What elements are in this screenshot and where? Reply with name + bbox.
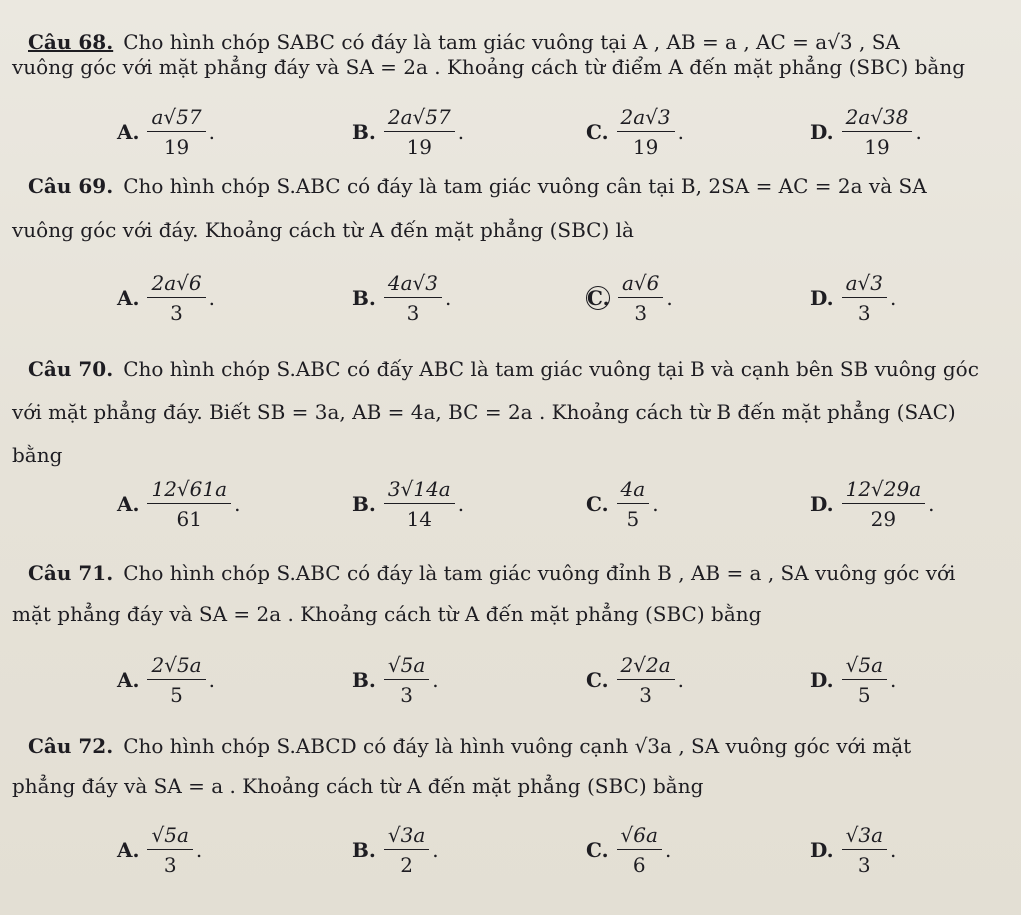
question-text: với mặt phẳng đáy. Biết SB = 3a, AB = 4a, BC = 2a . Khoảng cách từ B đến mặt phẳng (SAC) xyxy=(12,400,956,424)
question-71-line-2 xyxy=(12,602,761,626)
option-denominator: 29 xyxy=(870,507,897,531)
option-denominator: 2 xyxy=(400,853,413,877)
option-numerator: 4a xyxy=(617,477,650,504)
question-68-line-2 xyxy=(12,55,965,79)
option-numerator: a√57 xyxy=(147,105,205,132)
question-text: bằng xyxy=(12,443,63,467)
option-label: C. xyxy=(586,492,609,516)
option-numerator: a√3 xyxy=(842,271,887,298)
question-text: Cho hình chóp S.ABC có đấy ABC là tam giác vuông tại B và cạnh bên SB vuông góc xyxy=(123,357,979,381)
option-denominator: 5 xyxy=(626,507,640,531)
option-d[interactable]: D. $\frac{a√3}{3}$ . xyxy=(810,271,897,325)
question-72-options xyxy=(0,820,1021,880)
option-c[interactable]: C. $\frac{4a}{5}$ . xyxy=(586,477,659,531)
question-number: Câu 69. xyxy=(28,174,114,198)
option-denominator: 3 xyxy=(400,683,413,707)
option-b[interactable]: B. $\frac{3√14a}{14}$ . xyxy=(352,477,465,531)
option-numerator: a√6 xyxy=(618,271,663,298)
option-denominator: 3 xyxy=(170,301,183,325)
option-a[interactable]: A. $\frac{12√61a}{61}$ . xyxy=(117,477,241,531)
option-label: C. xyxy=(586,838,609,862)
option-label: D. xyxy=(810,120,834,144)
option-label: D. xyxy=(810,286,834,310)
option-denominator: 19 xyxy=(632,135,659,159)
option-b[interactable]: B. $\frac{4a√3}{3}$ . xyxy=(352,271,452,325)
option-numerator: 2√2a xyxy=(617,653,675,680)
option-denominator: 19 xyxy=(864,135,890,159)
question-70-line-1 xyxy=(28,357,979,381)
question-71-line-1 xyxy=(28,561,955,585)
option-b[interactable]: B. $\frac{√3a}{2}$ . xyxy=(352,823,439,877)
option-numerator: 2a√3 xyxy=(617,105,675,132)
option-d[interactable]: D. $\frac{2a√38}{19}$ . xyxy=(810,105,922,159)
option-label: C. xyxy=(586,120,609,144)
question-text: Cho hình chóp SABC có đáy là tam giác vuông tại A , AB = a , AC = a√3 , SA xyxy=(123,30,900,54)
option-c-selected[interactable]: C. $\frac{a√6}{3}$ . xyxy=(587,271,673,325)
option-b[interactable]: B. $\frac{2a√57}{19}$ . xyxy=(352,105,465,159)
option-denominator: 6 xyxy=(632,853,646,877)
option-denominator: 61 xyxy=(176,507,202,531)
option-label: B. xyxy=(352,286,376,310)
question-text: mặt phẳng đáy và SA = 2a . Khoảng cách từ A đến mặt phẳng (SBC) bằng xyxy=(12,602,762,626)
option-a[interactable]: A. $\frac{√5a}{3}$ . xyxy=(117,823,203,877)
option-b[interactable]: B. $\frac{√5a}{3}$ . xyxy=(352,653,439,707)
option-denominator: 5 xyxy=(857,683,871,707)
option-d[interactable]: D. $\frac{√3a}{3}$ . xyxy=(810,823,897,877)
question-69-line-2 xyxy=(12,218,634,242)
option-numerator: 12√61a xyxy=(147,477,231,504)
option-denominator: 3 xyxy=(634,301,648,325)
option-label: B. xyxy=(352,668,376,692)
option-label: B. xyxy=(352,838,376,862)
option-denominator: 3 xyxy=(406,301,420,325)
question-72-line-2 xyxy=(12,774,703,798)
option-label: D. xyxy=(810,492,834,516)
option-denominator: 3 xyxy=(163,853,177,877)
question-70-line-3 xyxy=(12,443,62,467)
question-69-line-1 xyxy=(28,174,927,198)
option-denominator: 14 xyxy=(406,507,433,531)
option-numerator: 2a√6 xyxy=(147,271,205,298)
question-text: vuông góc với đáy. Khoảng cách từ A đến mặt phẳng (SBC) là xyxy=(12,218,634,242)
option-a[interactable]: A. $\frac{2a√6}{3}$ . xyxy=(117,271,215,325)
option-denominator: 3 xyxy=(857,853,871,877)
option-label: D. xyxy=(810,668,834,692)
option-c[interactable]: C. $\frac{2√2a}{3}$ . xyxy=(586,653,685,707)
option-denominator: 3 xyxy=(639,683,652,707)
question-68-options xyxy=(0,102,1021,162)
option-numerator: 4a√3 xyxy=(384,271,442,298)
question-number: Câu 71. xyxy=(28,561,114,585)
question-text: Cho hình chóp S.ABC có đáy là tam giác vuông đỉnh B , AB = a , SA vuông góc với xyxy=(123,561,956,585)
option-numerator: √6a xyxy=(617,823,662,850)
option-numerator: 2√5a xyxy=(147,653,205,680)
question-text: Cho hình chóp S.ABCD có đáy là hình vuông cạnh √3a , SA vuông góc với mặt xyxy=(123,734,912,758)
option-label: A. xyxy=(117,286,140,310)
option-d[interactable]: D. $\frac{12√29a}{29}$ . xyxy=(810,477,935,531)
option-numerator: √3a xyxy=(842,823,887,850)
question-number: Câu 68. xyxy=(28,30,114,54)
question-71-options xyxy=(0,650,1021,710)
option-a[interactable]: A. $\frac{2√5a}{5}$ . xyxy=(117,653,215,707)
option-denominator: 3 xyxy=(857,301,871,325)
option-numerator: √5a xyxy=(842,653,887,680)
option-d[interactable]: D. $\frac{√5a}{5}$ . xyxy=(810,653,897,707)
option-numerator: 2a√38 xyxy=(842,105,913,132)
question-72-line-1 xyxy=(28,734,911,758)
option-label: A. xyxy=(117,838,140,862)
question-68-line-1 xyxy=(28,30,900,54)
option-label: A. xyxy=(117,492,140,516)
option-denominator: 19 xyxy=(406,135,433,159)
option-label: B. xyxy=(352,492,376,516)
option-a[interactable]: A. $\frac{a√57}{19}$ . xyxy=(117,105,215,159)
question-70-line-2 xyxy=(12,400,956,424)
option-numerator: 12√29a xyxy=(842,477,926,504)
option-denominator: 5 xyxy=(170,683,183,707)
option-numerator: √5a xyxy=(384,653,429,680)
option-label: A. xyxy=(117,120,140,144)
option-numerator: 3√14a xyxy=(384,477,455,504)
question-text: Cho hình chóp S.ABC có đáy là tam giác vuông cân tại B, 2SA = AC = 2a và SA xyxy=(123,174,927,198)
option-c[interactable]: C. $\frac{√6a}{6}$ . xyxy=(586,823,672,877)
option-label: C. xyxy=(586,668,609,692)
option-label: A. xyxy=(117,668,140,692)
option-label: B. xyxy=(352,120,376,144)
option-numerator: √5a xyxy=(147,823,192,850)
option-numerator: √3a xyxy=(384,823,429,850)
option-c[interactable]: C. $\frac{2a√3}{19}$ . xyxy=(586,105,685,159)
question-70-options xyxy=(0,474,1021,534)
option-label: C. xyxy=(587,286,610,310)
question-69-options xyxy=(0,268,1021,328)
question-text: phẳng đáy và SA = a . Khoảng cách từ A đến mặt phẳng (SBC) bằng xyxy=(12,774,704,798)
option-numerator: 2a√57 xyxy=(384,105,455,132)
question-number: Câu 72. xyxy=(28,734,114,758)
option-denominator: 19 xyxy=(163,135,190,159)
question-number: Câu 70. xyxy=(28,357,114,381)
question-text: vuông góc với mặt phẳng đáy và SA = 2a . Khoảng cách từ điểm A đến mặt phẳng (SBC) bằng xyxy=(12,55,966,79)
option-label: D. xyxy=(810,838,834,862)
